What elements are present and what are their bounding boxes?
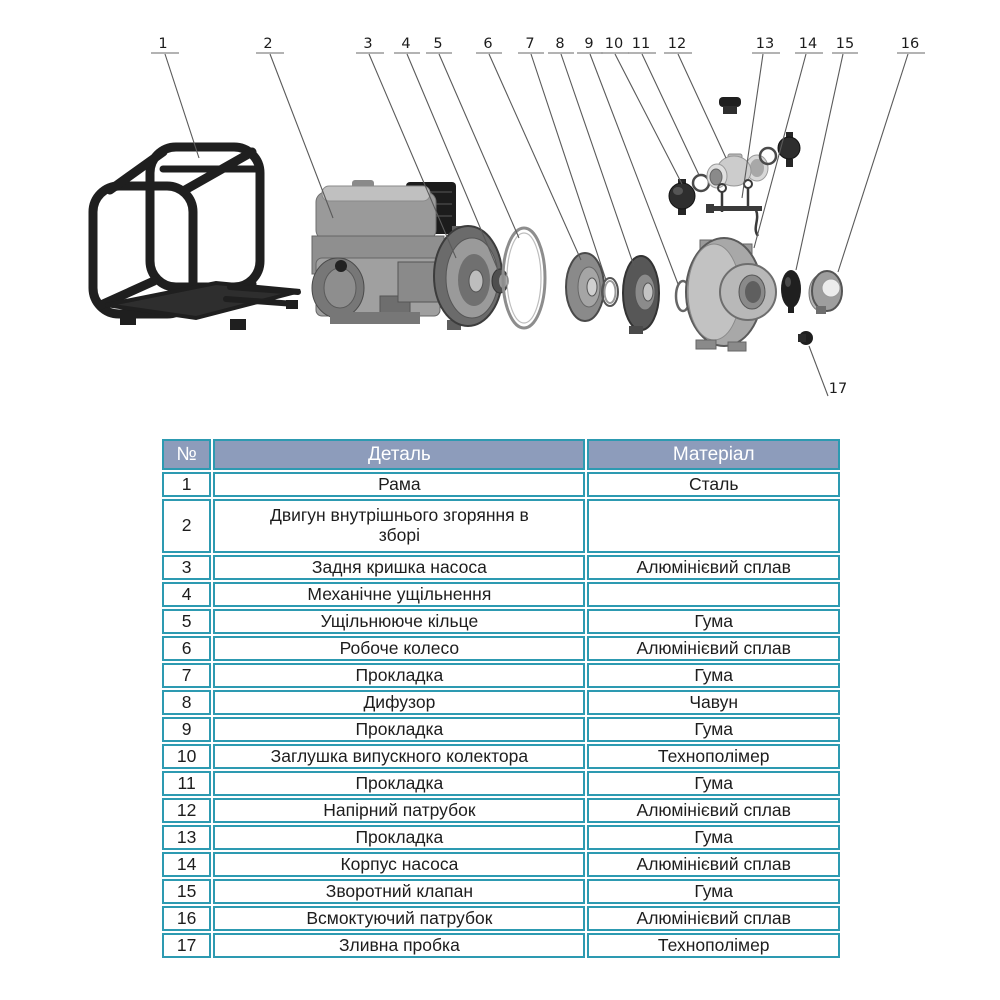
table-row: [162, 744, 840, 769]
callout-leader-10: [615, 54, 682, 184]
callout-leader-8: [561, 54, 634, 266]
part-name-cell: Механічне ущільнення: [213, 582, 585, 607]
callout-number-6: 6: [483, 36, 493, 52]
row-number-cell: 15: [162, 879, 211, 904]
col-header-part: Деталь: [213, 439, 585, 470]
callout-leader-17: [809, 346, 828, 396]
material-cell: Чавун: [587, 690, 840, 715]
material-cell: Алюмінієвий сплав: [587, 798, 840, 823]
col-header-material: Матеріал: [587, 439, 840, 470]
callout-leader-9: [590, 54, 678, 284]
part-name-cell: Дифузор: [213, 690, 585, 715]
callout-number-12: 12: [667, 36, 687, 52]
sealing-ring-part: [503, 228, 545, 328]
row-number-cell: 10: [162, 744, 211, 769]
callout-number-13: 13: [755, 36, 775, 52]
callout-leader-11: [642, 54, 699, 175]
table-row: [162, 879, 840, 904]
part-name-cell: Корпус насоса: [213, 852, 585, 877]
material-cell: Технополімер: [587, 744, 840, 769]
filler-cap-part: [719, 97, 741, 114]
discharge-nozzle-part: [707, 154, 768, 188]
impeller-part: [566, 253, 604, 321]
mechanical-seal-part: [492, 269, 508, 293]
callout-leader-12: [678, 54, 726, 158]
table-row: [162, 906, 840, 931]
callout-leader-7: [531, 54, 606, 280]
material-cell: Гума: [587, 717, 840, 742]
engine-part: [312, 180, 458, 324]
callout-leader-1: [165, 54, 199, 158]
row-number-cell: 5: [162, 609, 211, 634]
part-name-cell: Прокладка: [213, 771, 585, 796]
callout-number-4: 4: [401, 36, 411, 52]
part-name-cell: Задня кришка насоса: [213, 555, 585, 580]
parts-table: [160, 437, 842, 960]
row-number-cell: 7: [162, 663, 211, 688]
callout-number-16: 16: [900, 36, 920, 52]
clamp-part: [706, 180, 762, 236]
callout-number-5: 5: [433, 36, 443, 52]
parts-table-body: [162, 472, 840, 958]
table-row: [162, 582, 840, 607]
row-number-cell: 12: [162, 798, 211, 823]
material-cell: Сталь: [587, 472, 840, 497]
suction-nozzle-part: [809, 271, 842, 314]
row-number-cell: 8: [162, 690, 211, 715]
table-row: [162, 852, 840, 877]
callout-leader-16: [838, 54, 908, 272]
frame-part: [93, 147, 300, 330]
part-name-cell: Прокладка: [213, 663, 585, 688]
callout-number-15: 15: [835, 36, 855, 52]
material-cell: [587, 499, 840, 553]
callout-number-1: 1: [158, 36, 168, 52]
manifold-plug-part: [669, 179, 695, 215]
pump-housing-part: [686, 238, 776, 351]
material-cell: [587, 582, 840, 607]
row-number-cell: 13: [162, 825, 211, 850]
table-header-row: [162, 439, 840, 470]
table-row: [162, 933, 840, 958]
part-name-cell: Всмоктуючий патрубок: [213, 906, 585, 931]
row-number-cell: 17: [162, 933, 211, 958]
table-row: [162, 798, 840, 823]
side-cap-part: [778, 132, 800, 167]
gasket-13-part: [760, 148, 776, 164]
diffuser-part: [623, 256, 659, 334]
gasket-7-part: [602, 278, 618, 306]
row-number-cell: 6: [162, 636, 211, 661]
callout-number-3: 3: [363, 36, 373, 52]
part-name-cell: Прокладка: [213, 825, 585, 850]
table-row: [162, 690, 840, 715]
material-cell: Алюмінієвий сплав: [587, 636, 840, 661]
material-cell: Гума: [587, 663, 840, 688]
table-row: [162, 499, 840, 553]
table-row: [162, 472, 840, 497]
material-cell: Технополімер: [587, 933, 840, 958]
callout-number-7: 7: [525, 36, 535, 52]
part-name-cell: Робоче колесо: [213, 636, 585, 661]
table-row: [162, 555, 840, 580]
row-number-cell: 14: [162, 852, 211, 877]
row-number-cell: 16: [162, 906, 211, 931]
exploded-diagram: [0, 0, 1000, 437]
row-number-cell: 11: [162, 771, 211, 796]
row-number-cell: 9: [162, 717, 211, 742]
row-number-cell: 3: [162, 555, 211, 580]
part-name-cell: Зливна пробка: [213, 933, 585, 958]
callout-leader-2: [270, 54, 333, 218]
callout-number-11: 11: [631, 36, 651, 52]
callout-number-9: 9: [584, 36, 594, 52]
callout-leader-6: [489, 54, 581, 260]
part-name-cell: Заглушка випускного колектора: [213, 744, 585, 769]
row-number-cell: 2: [162, 499, 211, 553]
part-name-cell: Зворотний клапан: [213, 879, 585, 904]
table-row: [162, 717, 840, 742]
row-number-cell: 4: [162, 582, 211, 607]
material-cell: Гума: [587, 609, 840, 634]
part-name-cell: Напірний патрубок: [213, 798, 585, 823]
material-cell: Гума: [587, 879, 840, 904]
material-cell: Гума: [587, 771, 840, 796]
material-cell: Гума: [587, 825, 840, 850]
callout-number-17: 17: [828, 381, 848, 397]
row-number-cell: 1: [162, 472, 211, 497]
part-name-cell: Ущільнююче кільце: [213, 609, 585, 634]
part-name-cell: Двигун внутрішнього згоряння в зборі: [213, 499, 585, 553]
check-valve-part: [781, 270, 801, 313]
part-name-cell: Прокладка: [213, 717, 585, 742]
drain-plug-part: [798, 331, 813, 345]
col-header-number: №: [162, 439, 211, 470]
table-row: [162, 636, 840, 661]
callout-number-8: 8: [555, 36, 565, 52]
callout-number-2: 2: [263, 36, 273, 52]
callout-number-14: 14: [798, 36, 818, 52]
table-row: [162, 825, 840, 850]
callout-number-10: 10: [604, 36, 624, 52]
callout-leader-15: [796, 54, 843, 270]
material-cell: Алюмінієвий сплав: [587, 906, 840, 931]
part-name-cell: Рама: [213, 472, 585, 497]
material-cell: Алюмінієвий сплав: [587, 555, 840, 580]
table-row: [162, 609, 840, 634]
table-row: [162, 663, 840, 688]
table-row: [162, 771, 840, 796]
material-cell: Алюмінієвий сплав: [587, 852, 840, 877]
